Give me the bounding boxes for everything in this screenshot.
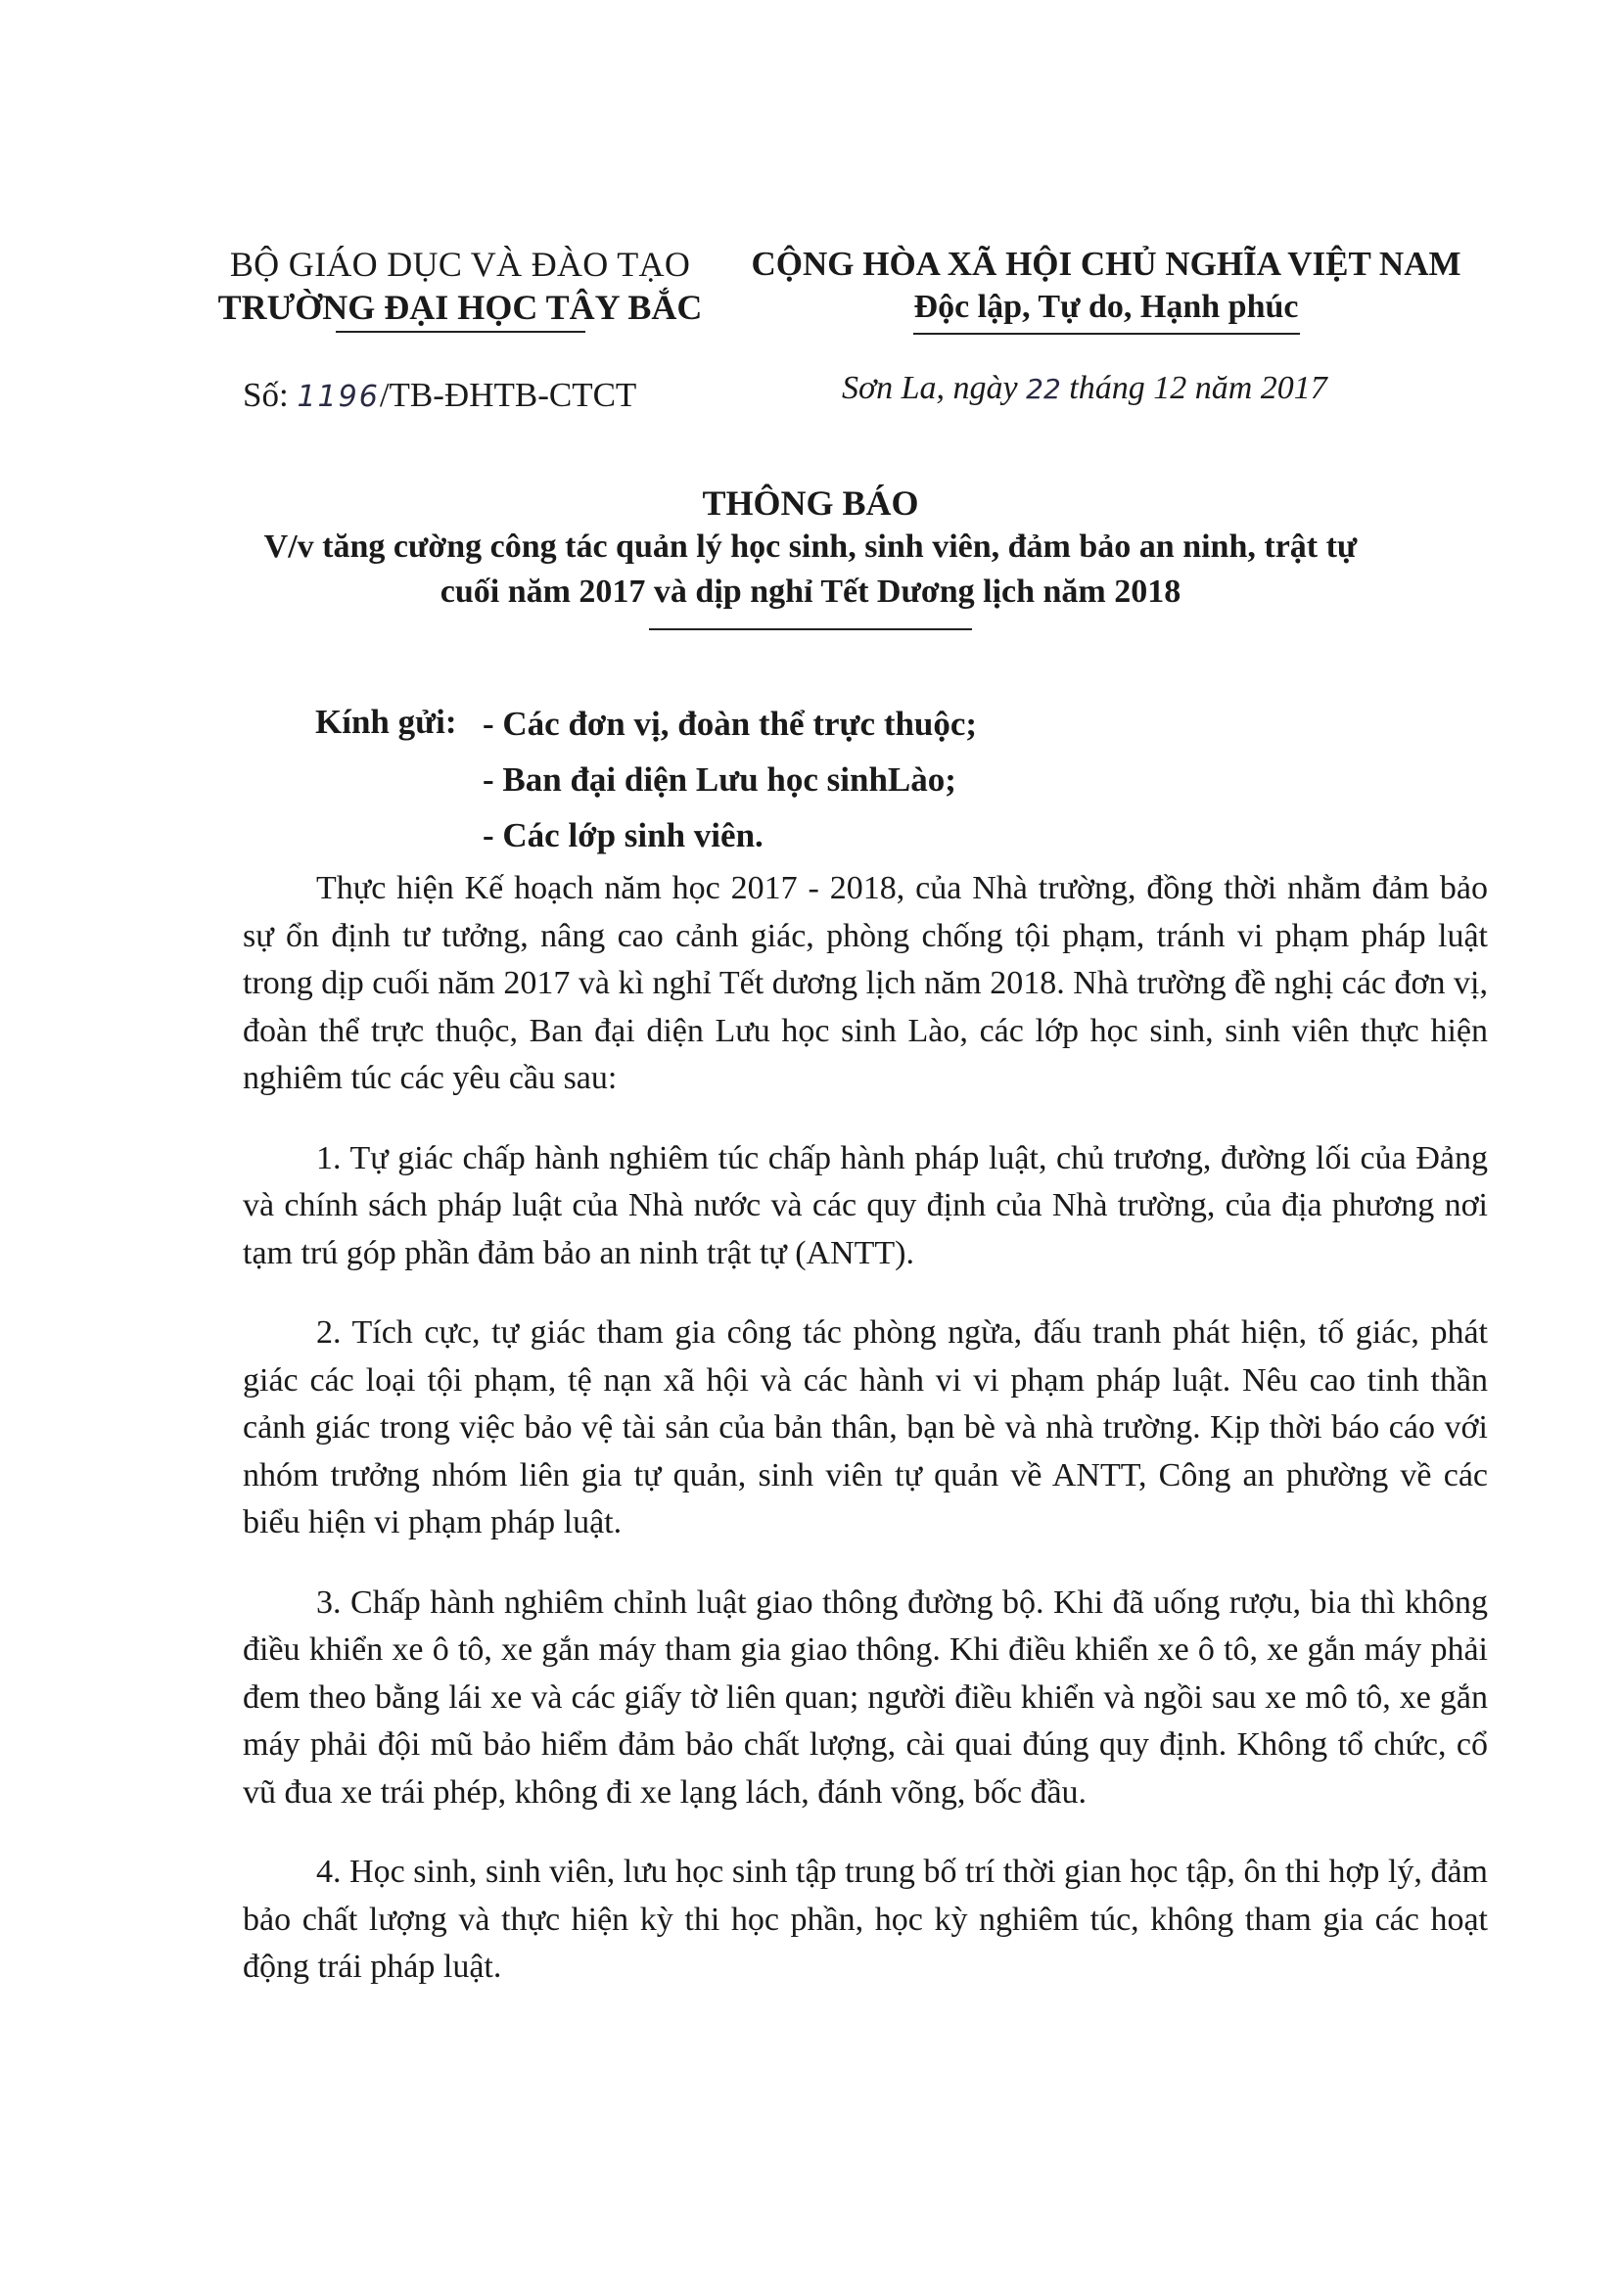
date-day-handwritten: 22: [1026, 373, 1061, 405]
recipient-item: - Ban đại diện Lưu học sinhLào;: [483, 760, 956, 799]
date-prefix: Sơn La, ngày: [842, 370, 1027, 406]
document-body: [243, 865, 1488, 2024]
recipient-item: - Các lớp sinh viên.: [483, 816, 764, 854]
subject-line-2: cuối năm 2017 và dịp nghỉ Tết Dương lịch năm 2018: [440, 574, 1181, 610]
document-number: [243, 376, 636, 415]
national-header: [719, 243, 1493, 335]
motto-underline: [913, 333, 1300, 335]
republic-name: CỘNG HÒA XÃ HỘI CHỦ NGHĨA VIỆT NAM: [751, 245, 1461, 283]
national-motto: Độc lập, Tự do, Hạnh phúc: [913, 289, 1299, 325]
document-type: THÔNG BÁO: [702, 483, 919, 523]
intro-paragraph: Thực hiện Kế hoạch năm học 2017 - 2018, của Nhà trường, đồng thời nhằm đảm bảo sự ổn định tư tưởng, nâng cao cảnh giác, phòng chống tội phạm, tránh vi phạm pháp luật trong dịp cuối năm 2017 và kì nghỉ Tết dương lịch năm 2018. Nhà trường đề nghị các đơn vị, đoàn thể trực thuộc, Ban đại diện Lưu học sinh Lào, các lớp học sinh, sinh viên thực hiện nghiêm túc các yêu cầu sau:: [243, 870, 1488, 1096]
recipients-list: [483, 703, 1168, 870]
date-suffix: tháng 12 năm 2017: [1060, 370, 1327, 406]
issuer-header: [196, 243, 724, 333]
ministry-name: BỘ GIÁO DỤC VÀ ĐÀO TẠO: [229, 245, 691, 284]
doc-number-prefix: Số:: [243, 376, 298, 414]
requirement-item-3: 3. Chấp hành nghiêm chỉnh luật giao thông đường bộ. Khi đã uống rượu, bia thì không điều khiển xe ô tô, xe gắn máy tham gia giao thông. Khi điều khiển xe ô tô, xe gắn máy phải đem theo bằng lái xe và các giấy tờ liên quan; người điều khiển và ngồi sau xe mô tô, xe gắn máy phải đội mũ bảo hiểm đảm bảo chất lượng, cài quai đúng quy định. Không tổ chức, cổ vũ đua xe trái phép, không đi xe lạng lách, đánh võng, bốc đầu.: [243, 1584, 1488, 1811]
title-divider: [649, 628, 972, 630]
doc-number-handwritten: 1196: [297, 380, 380, 414]
requirement-item-4: 4. Học sinh, sinh viên, lưu học sinh tập trung bố trí thời gian học tập, ôn thi hợp lý, đảm bảo chất lượng và thực hiện kỳ thi học phần, học kỳ nghiêm túc, không tham gia các hoạt động trái pháp luật.: [243, 1854, 1488, 1985]
place-and-date: [842, 370, 1327, 407]
recipient-item: - Các đơn vị, đoàn thể trực thuộc;: [483, 705, 978, 743]
recipients-label: Kính gửi:: [315, 703, 457, 741]
document-title: [0, 482, 1621, 630]
school-underline: [336, 331, 585, 333]
school-name: TRƯỜNG ĐẠI HỌC TÂY BẮC: [217, 288, 703, 327]
requirement-item-1: 1. Tự giác chấp hành nghiêm túc chấp hành pháp luật, chủ trương, đường lối của Đảng và chính sách pháp luật của Nhà nước và các quy định của Nhà trường, của địa phương nơi tạm trú góp phần đảm bảo an ninh trật tự (ANTT).: [243, 1139, 1488, 1271]
requirement-item-2: 2. Tích cực, tự giác tham gia công tác phòng ngừa, đấu tranh phát hiện, tố giác, phát giác các loại tội phạm, tệ nạn xã hội và các hành vi vi phạm pháp luật. Nêu cao tinh thần cảnh giác trong việc bảo vệ tài sản của bản thân, bạn bè và nhà trường. Kịp thời báo cáo với nhóm trưởng nhóm liên gia tự quản, sinh viên tự quản về ANTT, Công an phường về các biểu hiện vi phạm pháp luật.: [243, 1314, 1488, 1540]
doc-number-suffix: /TB-ĐHTB-CTCT: [379, 376, 637, 414]
subject-line-1: V/v tăng cường công tác quản lý học sinh, sinh viên, đảm bảo an ninh, trật tự: [263, 528, 1358, 565]
